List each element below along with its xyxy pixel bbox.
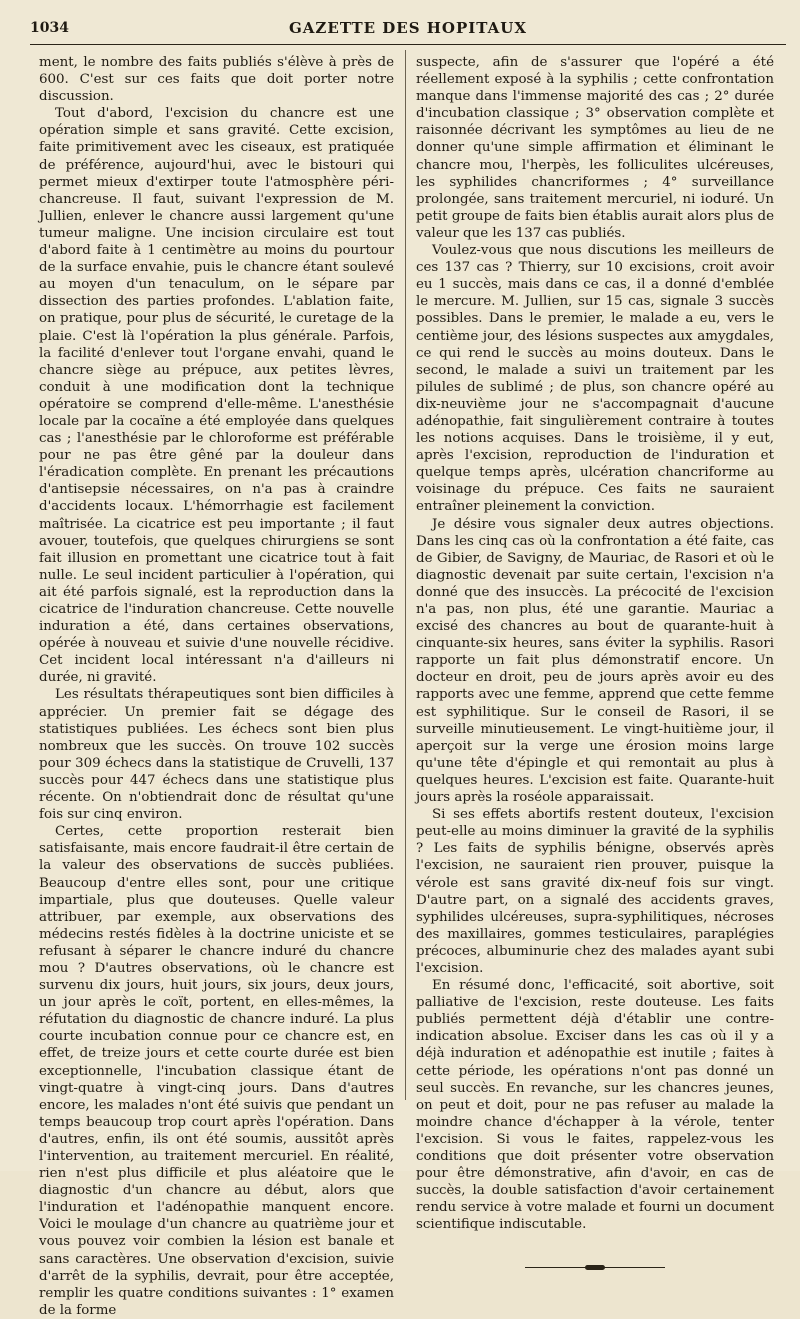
paragraph: Je désire vous signaler deux autres objections. Dans les cinq cas où la confrontation a été faite, cas de Gibier, de Savigny, de Mauriac, de Rasori et où le diagnostic devenait par suite certain, l'excision n'a donné que des insuccès. La précocité de l'excision n'a pas, non plus, été une garantie. Mauriac a excisé des chancres au bout de quarante-huit à cinquante-six heures, sans éviter la syphilis. Rasori rapporte un fait plus démonstratif encore. Un docteur en droit, peu de jours après avoir eu des rapports avec une femme, apprend que cette femme est syphilitique. Sur le conseil de Rasori, il se surveille minutieusement. Le vingt-huitième jour, il aperçoit sur la verge une érosion moins large qu'une tête d'épingle et qui remontait au plus à quelques heures. L'excision est faite. Quarante-huit jours après la roséole apparaissait.: [416, 516, 774, 806]
publication-title: GAZETTE DES HOPITAUX: [288, 19, 527, 37]
page-number: 1034: [30, 20, 69, 36]
paragraph: Certes, cette proportion resterait bien satisfaisante, mais encore faudrait-il être certain de la valeur des observations de succès publiées. Beaucoup d'entre elles sont, pour une critique impartiale, plus que douteuses. Quelle valeur attribuer, par exemple, aux observations des médecins restés fidèles à la doctrine uniciste et se refusant à séparer le chancre induré du chancre mou ? D'autres observations, où le chancre est survenu dix jours, huit jours, six jours, deux jours, un jour après le coït, portent, en elles-mêmes, la réfutation du diagnostic de chancre induré. La plus courte incubation connue pour ce chancre est, en effet, de treize jours et cette courte durée est bien exceptionnelle, l'incubation classique étant de vingt-quatre à vingt-cinq jours. Dans d'autres encore, les malades n'ont été suivis que pendant un temps beaucoup trop court après l'opération. Dans d'autres, enfin, ils ont été soumis, aussitôt après l'intervention, au traitement mercuriel. En réalité, rien n'est plus difficile et plus aléatoire que le diagnostic d'un chancre au début, alors que l'induration et l'adénopathie manquent encore. Voici le moulage d'un chancre au quatrième jour et vous pouvez voir combien la lésion est banale et sans caractères. Une observation d'excision, suivie d'arrêt de la syphilis, devrait, pour être acceptée, remplir les quatre conditions suivantes : 1° examen de la forme: [39, 824, 394, 1318]
paragraph: Tout d'abord, l'excision du chancre est une opération simple et sans gravité. Cette excision, faite primitivement avec les ciseaux, est pratiquée de préférence, aujourd'hui, avec le bistouri qui permet mieux d'extirper toute l'atmosphère péri-chancreuse. Il faut, suivant l'expression de M. Jullien, enlever le chancre aussi largement qu'une tumeur maligne. Une incision circulaire est tout d'abord faite à 1 centimètre au moins du pourtour de la surface envahie, puis le chancre étant soulevé au moyen d'un tenaculum, on le sépare par dissection des parties profondes. L'ablation faite, on pratique, pour plus de sécurité, le curetage de la plaie. C'est là l'opération la plus générale. Parfois, la facilité d'enlever tout l'organe envahi, quand le chancre siège au prépuce, aux petites lèvres, conduit à une modification dont la technique opératoire se comprend d'elle-même. L'anesthésie locale par la cocaïne a été employée dans quelques cas ; l'anesthésie par le chloroforme est préférable pour ne pas être gêné par la douleur dans l'éradication complète. En prenant les précautions d'antisepsie nécessaires, on n'a pas à craindre d'accidents locaux. L'hémorrhagie est facilement maîtrisée. La cicatrice est peu importante ; il faut avouer, toutefois, que quelques chirurgiens se sont fait illusion en promettant une cicatrice tout à fait nulle. Le seul incident particulier à l'opération, qui ait été parfois signalé, est la reproduction dans la cicatrice de l'induration chancreuse. Cette nouvelle induration a été, dans certaines observations, opérée à nouveau et suivie d'une nouvelle récidive. Cet incident local intéressant n'a d'ailleurs ni durée, ni gravité.: [39, 106, 394, 686]
paragraph: Voulez-vous que nous discutions les meilleurs de ces 137 cas ? Thierry, sur 10 excisions, croit avoir eu 1 succès, mais dans ce cas, il a donné d'emblée le mercure. M. Jullien, sur 15 cas, signale 3 succès possibles. Dans le premier, le malade a eu, vers le centième jour, des lésions suspectes aux amygdales, ce qui rend le succès au moins douteux. Dans le second, le malade a suivi un traitement par les pilules de sublimé ; de plus, son chancre opéré au dix-neuvième jour ne s'accompagnait d'aucune adénopathie, fait singulièrement contraire à toutes les notions acquises. Dans le troisième, il y eut, après l'excision, reproduction de l'induration et quelque temps après, ulcération chancriforme au voisinage du prépuce. Ces faits ne sauraient entraîner pleinement la conviction.: [416, 243, 774, 515]
paragraph: Si ses effets abortifs restent douteux, l'excision peut-elle au moins diminuer la gravité de la syphilis ? Les faits de syphilis bénigne, observés après l'excision, ne sauraient rien prouver, puisque la vérole est sans gravité dix-neuf fois sur vingt. D'autre part, on a signalé des accidents graves, syphilides ulcéreuses, supra-syphilitiques, nécroses des maxillaires, gommes testiculaires, paraplégies précoces, albuminurie chez des malades ayant subi l'excision.: [416, 807, 774, 976]
paragraph: En résumé donc, l'efficacité, soit abortive, soit palliative de l'excision, reste douteuse. Les faits publiés permettent déjà d'établir une contre-indication absolue. Exciser dans les cas où il y a déjà induration et adénopathie est inutile ; faites à cette période, les opérations n'ont pas donné un seul succès. En revanche, sur les chancres jeunes, on peut et doit, pour ne pas refuser au malade la moindre chance d'échapper à la vérole, tenter l'excision. Si vous le faites, rappelez-vous les conditions que doit présenter votre observation pour être démonstrative, afin d'avoir, en cas de succès, la double satisfaction d'avoir certainement rendu service à votre malade et fourni un document scientifique indiscutable.: [416, 978, 774, 1233]
column-separator: [405, 50, 406, 1100]
end-ornament: [525, 1267, 665, 1268]
page-header: [30, 16, 786, 42]
right-column: [416, 54, 774, 1268]
paragraph: suspecte, afin de s'assurer que l'opéré a été réellement exposé à la syphilis ; cette confrontation manque dans l'immense majorité des cas ; 2° durée d'incubation classique ; 3° observation complète et raisonnée décrivant les symptômes au lieu de ne donner qu'une simple affirmation et éliminant le chancre mou, l'herpès, les folliculites ulcéreuses, les syphilides chancriformes ; 4° surveillance prolongée, sans traitement mercuriel, ni ioduré. Un petit groupe de faits bien établis aurait alors plus de valeur que les 137 cas publiés.: [416, 55, 774, 241]
paragraph: ment, le nombre des faits publiés s'élève à près de 600. C'est sur ces faits que doit porter notre discussion.: [39, 55, 394, 105]
left-column: [39, 54, 394, 1319]
paragraph: Les résultats thérapeutiques sont bien difficiles à apprécier. Un premier fait se dégage des statistiques publiées. Les échecs sont bien plus nombreux que les succès. On trouve 102 succès pour 309 échecs dans la statistique de Cruvelli, 137 succès pour 447 échecs dans une statistique plus récente. On n'obtiendrait donc de résultat qu'une fois sur cinq environ.: [39, 687, 394, 823]
header-rule: [30, 44, 786, 45]
